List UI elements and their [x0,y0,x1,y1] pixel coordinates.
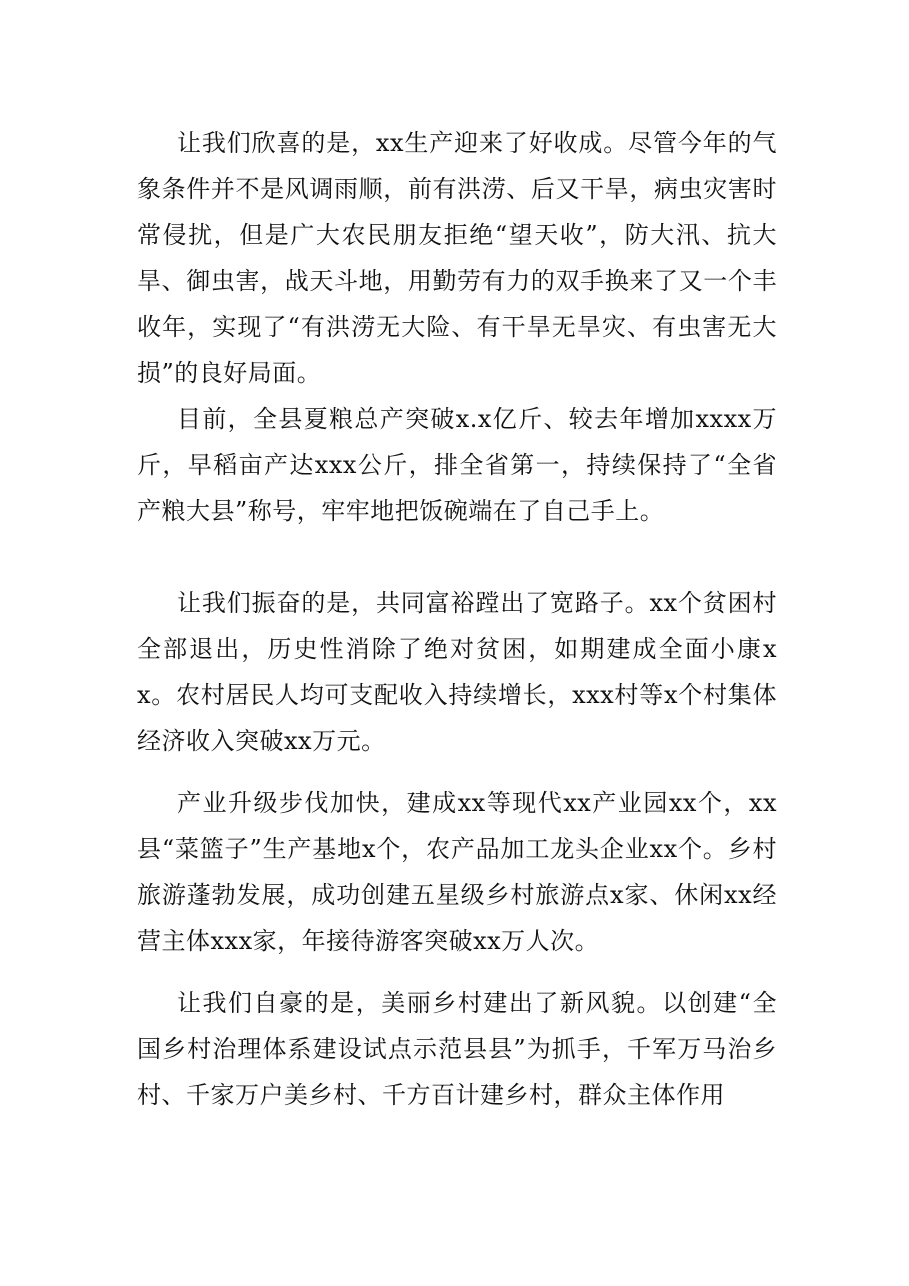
paragraph-grain-output: 目前，全县夏粮总产突破x.x亿斤、较去年增加xxxx万斤，早稻亩产达xxx公斤，排全省第一，持续保持了“全省产粮大县”称号，牢牢地把饭碗端在了自己手上。 [137,405,777,525]
paragraph-harvest: 让我们欣喜的是，xx生产迎来了好收成。尽管今年的气象条件并不是风调雨顺，前有洪涝、后又干旱，病虫灾害时常侵扰，但是广大农民朋友拒绝“望天收”，防大汛、抗大旱、御虫害，战天斗地，用勤劳有力的双手换来了又一个丰收年，实现了“有洪涝无大险、有干旱无旱灾、有虫害无大损”的良好局面。 [137,129,777,387]
paragraph-common-prosperity: 让我们振奋的是，共同富裕蹚出了宽路子。xx个贫困村全部退出，历史性消除了绝对贫困，如期建成全面小康xx。农村居民人均可支配收入持续增长，xxx村等x个村集体经济收入突破xx万元。 [137,589,777,755]
paragraph-beautiful-village: 让我们自豪的是，美丽乡村建出了新风貌。以创建“全国乡村治理体系建设试点示范县县”为抓手，千军万马治乡村、千家万户美乡村、千方百计建乡村，群众主体作用 [137,989,777,1109]
paragraph-industry-upgrade: 产业升级步伐加快，建成xx等现代xx产业园xx个，xx县“菜篮子”生产基地x个，农产品加工龙头企业xx个。乡村旅游蓬勃发展，成功创建五星级乡村旅游点x家、休闲xx经营主体xxx家，年接待游客突破xx万人次。 [137,789,777,955]
